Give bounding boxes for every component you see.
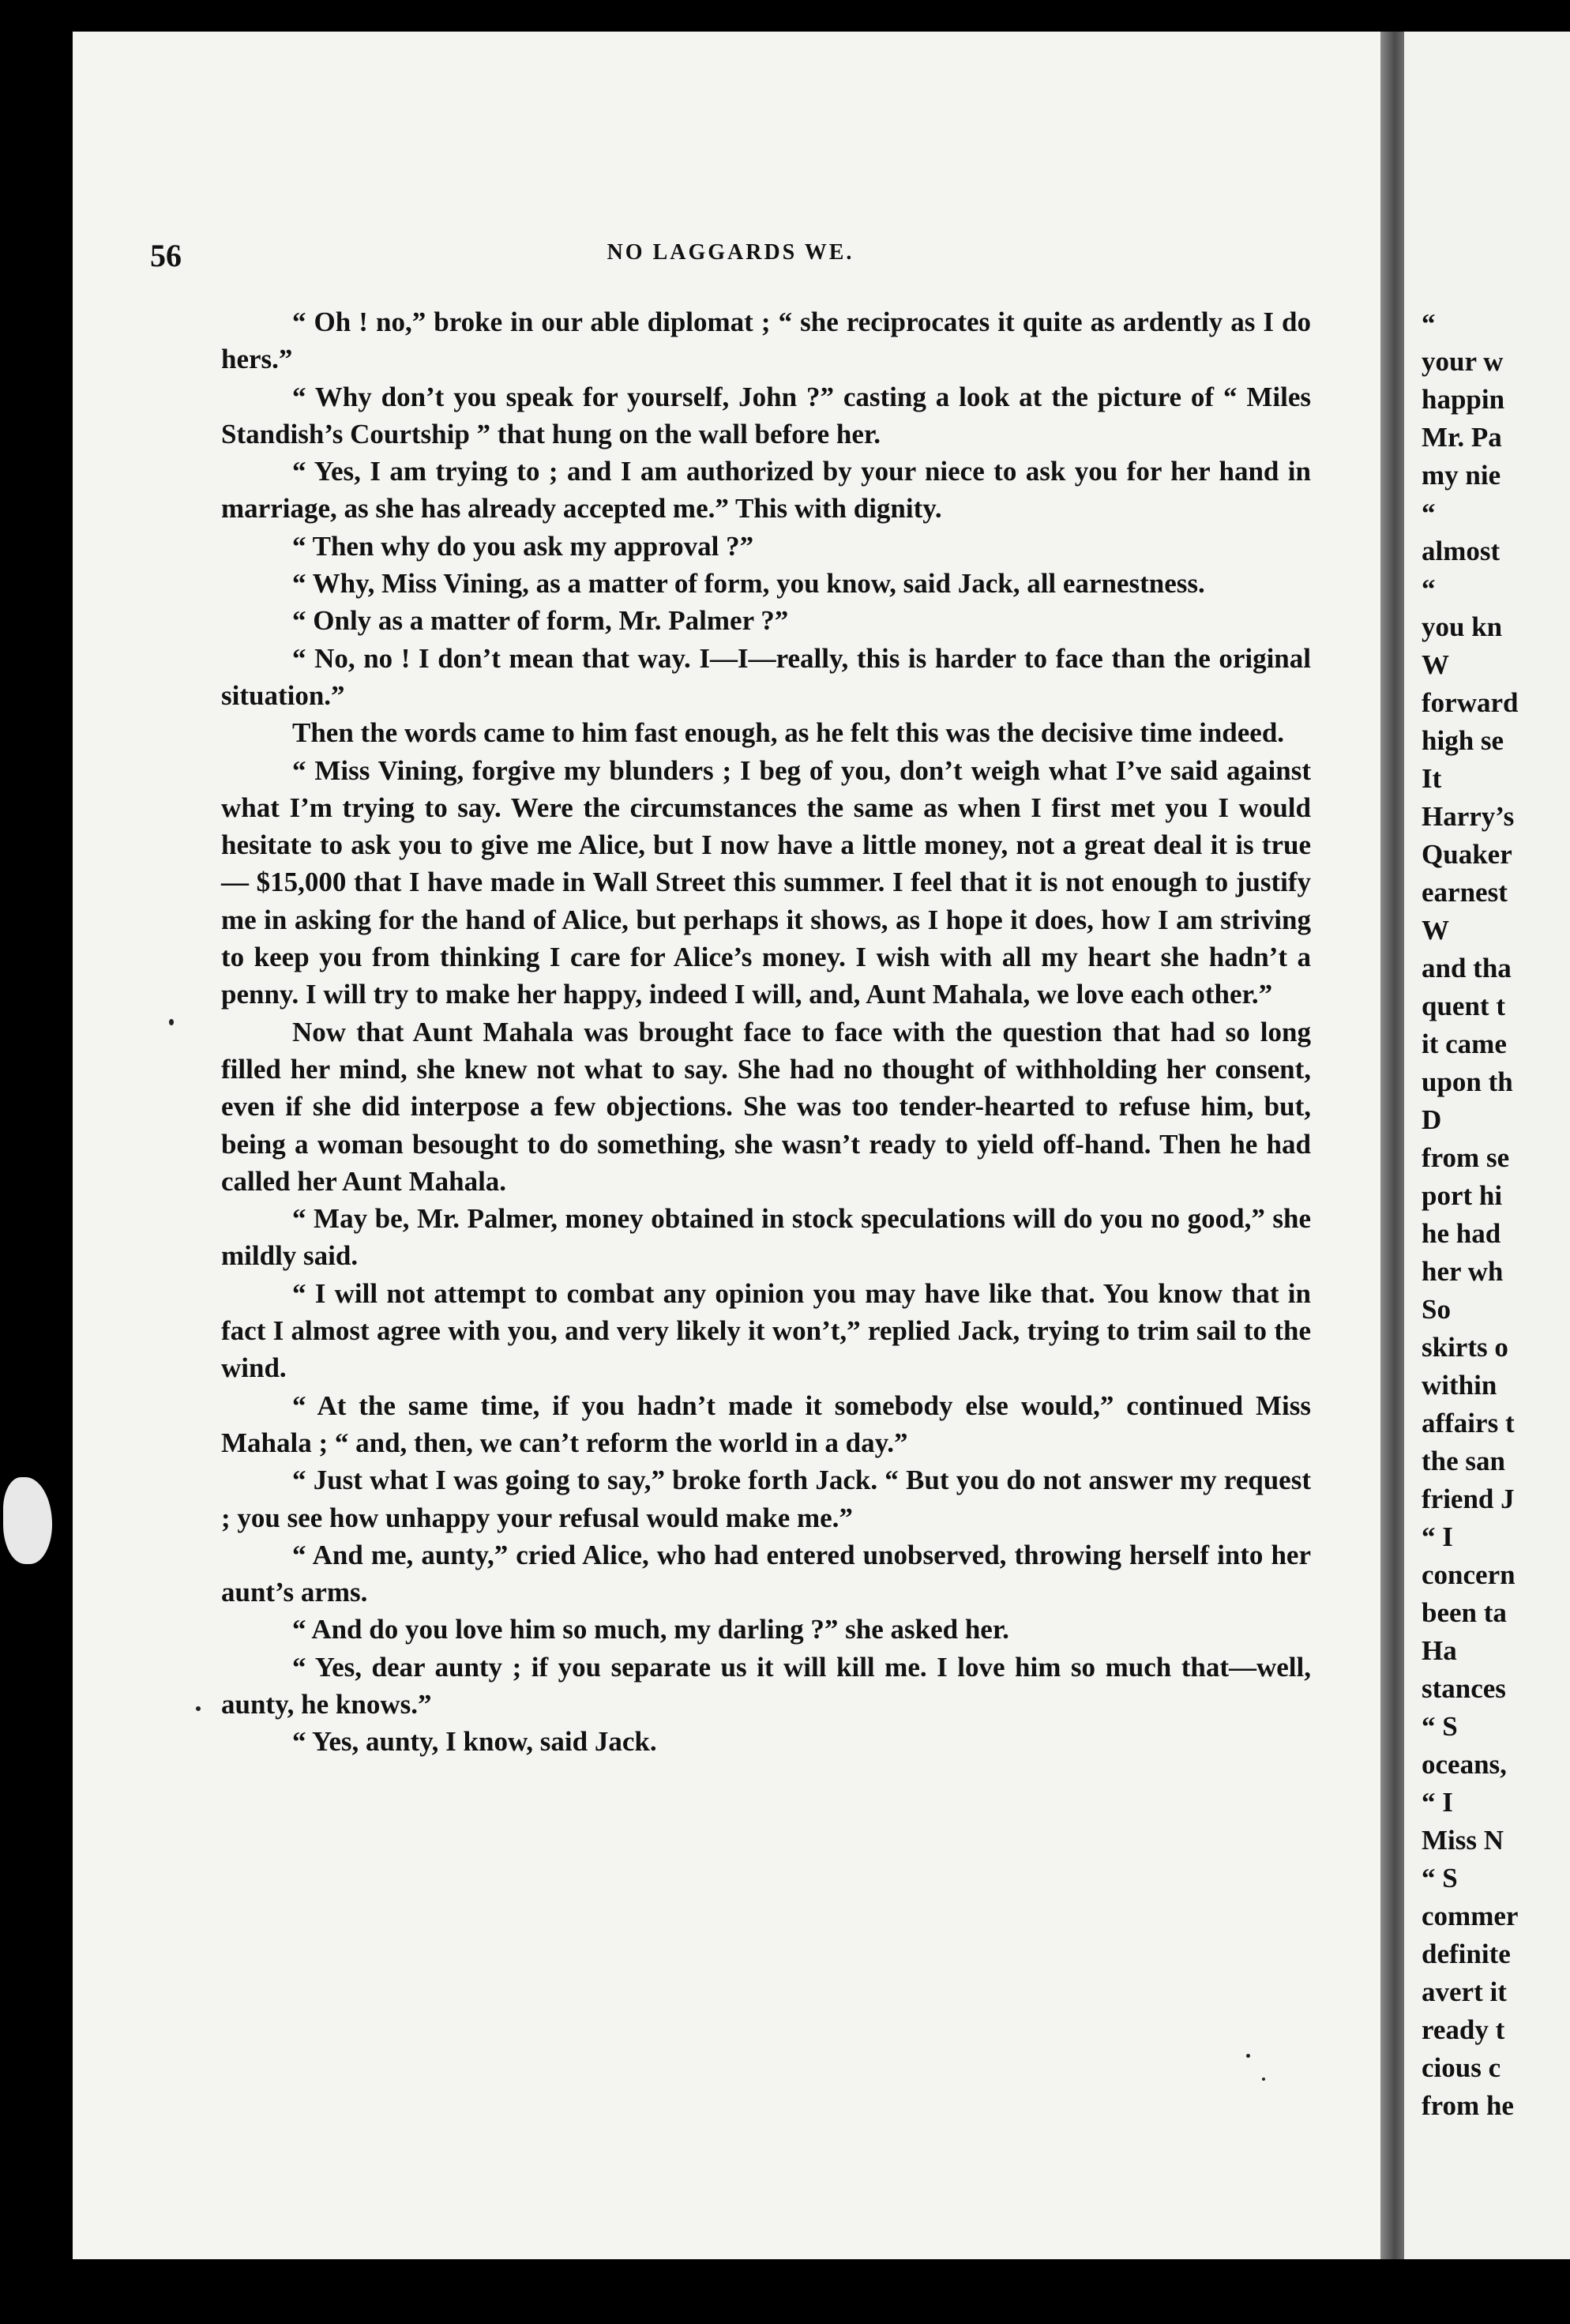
right-page-line: So	[1422, 1294, 1451, 1325]
right-page-line: Quaker	[1422, 839, 1512, 870]
paragraph: “ Then why do you ask my approval ?”	[292, 530, 754, 562]
paragraph: “ Yes, I am trying to ; and I am authorized by your niece to ask you for her hand in marriage, as she has already accepted me.” This with dignity.	[221, 456, 1311, 525]
right-page-fragment	[1404, 32, 1570, 2259]
paragraph: “ Why don’t you speak for yourself, John ?” casting a look at the picture of “ Miles Standish’s Courtship ” that hung on the wall before her.	[221, 381, 1311, 449]
right-page-line: D	[1422, 1104, 1442, 1135]
right-page-line: affairs t	[1422, 1408, 1515, 1438]
right-page-line: high se	[1422, 725, 1504, 756]
right-page-line: commer	[1422, 1901, 1519, 1931]
paragraph: “ Only as a matter of form, Mr. Palmer ?”	[292, 605, 789, 637]
right-page-line: cious c	[1422, 2052, 1501, 2083]
right-page-line: “	[1422, 498, 1436, 528]
right-page-line: It	[1422, 763, 1442, 794]
paragraph: “ Why, Miss Vining, as a matter of form, you know, said Jack, all earnestness.	[292, 568, 1205, 600]
paragraph: “ At the same time, if you hadn’t made it somebody else would,” continued Miss Mahala ; “ and, then, we can’t reform the world in a day.”	[221, 1390, 1311, 1458]
paragraph: “ And do you love him so much, my darling ?” she asked her.	[292, 1614, 1009, 1645]
paragraph: “ I will not attempt to combat any opinion you may have like that. You know that in fact I almost agree with you, and very likely it won’t,” replied Jack, trying to trim sail to the wind.	[221, 1277, 1311, 1384]
right-page-line: W	[1422, 915, 1449, 946]
right-page-line: from he	[1422, 2090, 1514, 2121]
page-gutter	[1380, 32, 1404, 2259]
right-page-line: quent t	[1422, 991, 1505, 1021]
right-page-line: been ta	[1422, 1597, 1507, 1628]
right-page-line: “	[1422, 573, 1436, 604]
scan-speck	[196, 1706, 201, 1711]
right-page-line: stances	[1422, 1673, 1506, 1704]
page-number: 56	[150, 238, 182, 273]
right-page-line: your w	[1422, 346, 1504, 377]
right-page-line: he had	[1422, 1218, 1501, 1249]
right-page-line: it came	[1422, 1029, 1507, 1059]
right-page-line: “ I	[1422, 1787, 1453, 1818]
right-page-line: “	[1422, 308, 1436, 339]
right-page-line: you kn	[1422, 611, 1503, 642]
scan-blemish	[3, 1477, 52, 1564]
right-page-line: almost	[1422, 536, 1501, 566]
right-page-line: “ S	[1422, 1711, 1458, 1742]
right-page-line: friend J	[1422, 1484, 1515, 1514]
right-page-line: W	[1422, 649, 1449, 680]
paragraph: “ Yes, dear aunty ; if you separate us it will kill me. I love him so much that—well, aunty, he knows.”	[221, 1651, 1311, 1720]
right-page-line: port hi	[1422, 1180, 1503, 1211]
right-page-line: concern	[1422, 1559, 1516, 1590]
right-page-line: earnest	[1422, 877, 1508, 908]
scan-speck	[169, 1019, 174, 1025]
paragraph: “ May be, Mr. Palmer, money obtained in stock speculations will do you no good,” she mildly said.	[221, 1203, 1311, 1272]
scan-speck	[1262, 2078, 1265, 2081]
right-page-line: from se	[1422, 1142, 1510, 1173]
paragraph: “ Oh ! no,” broke in our able diplomat ; “ she reciprocates it quite as ardently as I do hers.”	[221, 306, 1311, 375]
right-page-line: upon th	[1422, 1066, 1513, 1097]
right-page-line: ready t	[1422, 2014, 1505, 2045]
right-page-line: the san	[1422, 1446, 1505, 1476]
right-page-line: forward	[1422, 687, 1519, 718]
scan-speck	[1246, 2054, 1250, 2058]
right-page-line: “ I	[1422, 1521, 1453, 1552]
right-page-line: within	[1422, 1370, 1497, 1401]
paragraph: “ Just what I was going to say,” broke forth Jack. “ But you do not answer my request ; you see how unhappy your refusal would make me.”	[221, 1465, 1311, 1533]
right-page-line: skirts o	[1422, 1332, 1508, 1363]
right-page-line: definite	[1422, 1939, 1511, 1969]
paragraph: Then the words came to him fast enough, as he felt this was the decisive time indeed.	[292, 717, 1285, 749]
right-page-line: happin	[1422, 384, 1505, 415]
right-page-line: my nie	[1422, 460, 1501, 491]
right-page-line: avert it	[1422, 1976, 1507, 2007]
right-page-line: Miss N	[1422, 1825, 1504, 1856]
right-page-line: Mr. Pa	[1422, 422, 1502, 453]
right-page-line: Ha	[1422, 1635, 1457, 1666]
right-page-line: and tha	[1422, 953, 1512, 983]
right-page-line: “ S	[1422, 1863, 1458, 1893]
paragraph: “ And me, aunty,” cried Alice, who had entered unobserved, throwing herself into her aunt’s arms.	[221, 1539, 1311, 1608]
right-page-line: oceans,	[1422, 1749, 1507, 1780]
right-page-line: her wh	[1422, 1256, 1504, 1287]
right-page-line: Harry’s	[1422, 801, 1515, 832]
paragraph: “ Yes, aunty, I know, said Jack.	[292, 1726, 657, 1758]
paragraph: “ No, no ! I don’t mean that way. I—I—really, this is harder to face than the original situation.”	[221, 642, 1311, 711]
running-title: NO LAGGARDS WE.	[607, 240, 854, 265]
page-body-text	[221, 303, 1311, 1761]
running-head	[150, 237, 1311, 273]
paragraph: “ Miss Vining, forgive my blunders ; I beg of you, don’t weigh what I’ve said against what I’m trying to say. Were the circumstances the same as when I first met you I would hesitate to ask you to give me Alice, but I now have a little money, not a great deal it is true— $15,000 that I have made in Wall Street this summer. I feel that it is not enough to justify me in asking for the hand of Alice, but perhaps it shows, as I hope it does, how I am striving to keep you from thinking I care for Alice’s money. I wish with all my heart she hadn’t a penny. I will try to make her happy, indeed I will, and, Aunt Mahala, we love each other.”	[221, 754, 1311, 1010]
paragraph: Now that Aunt Mahala was brought face to face with the question that had so long filled her mind, she knew not what to say. She had no thought of withholding her consent, even if she did interpose a few objections. She was too tender-hearted to refuse him, but, being a woman besought to do something, she wasn’t ready to yield off-hand. Then he had called her Aunt Mahala.	[221, 1016, 1311, 1197]
